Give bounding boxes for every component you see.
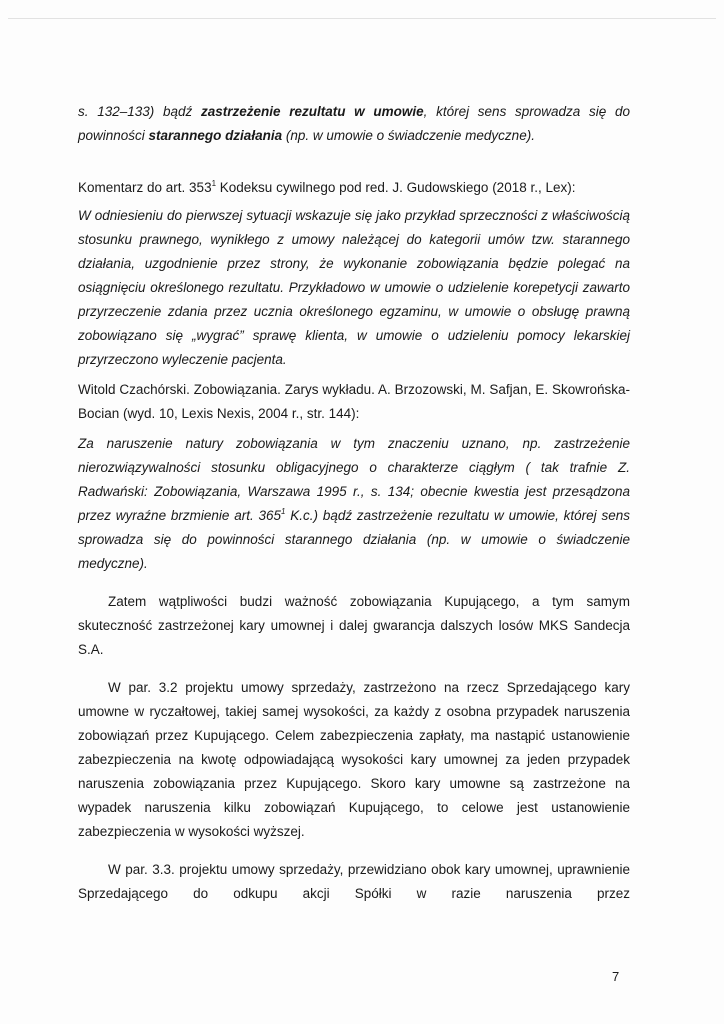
bold-phrase: starannego działania	[148, 128, 283, 143]
czachorski-quote-paragraph	[78, 432, 630, 576]
citation-source-commentary	[78, 176, 630, 200]
superscript: 1	[281, 506, 286, 516]
commentary-quote-paragraph: W odniesieniu do pierwszej sytuacji wskazuje się jako przykład sprzeczności z właściwością stosunku prawnego, wynikłego z umowy należącej do kategorii umów tzw. starannego działania, uzgodnienie przez strony, że wykonanie zobowiązania będzie polegać na osiągnięciu określonego rezultatu. Przykładowo w umowie o udzielenie korepetycji zawarto przyrzeczenie zdania przez ucznia określonego egzaminu, w umowie o obsługę prawną zobowiązano się „wygrać” sprawę klienta, w umowie o udzieleniu pomocy lekarskiej przyrzeczono wyleczenie pacjenta.	[78, 208, 630, 367]
scan-edge-line	[8, 18, 716, 19]
quote-text: s. 132–133) bądź	[78, 104, 201, 119]
citation-text: Kodeksu cywilnego pod red. J. Gudowskiego (2018 r., Lex):	[216, 180, 576, 195]
body-paragraph: W par. 3.3. projektu umowy sprzedaży, przewidziano obok kary umownej, uprawnienie Sprzedającego do odkupu akcji Spółki w razie naruszenia przez	[78, 862, 630, 901]
citation-source-czachorski: Witold Czachórski. Zobowiązania. Zarys wykładu. A. Brzozowski, M. Safjan, E. Skowrońska-Bocian (wyd. 10, Lexis Nexis, 2004 r., str. 144):	[78, 382, 630, 421]
quote-text: Za naruszenie natury zobowiązania w tym znaczeniu uznano, np. zastrzeżenie nierozwiązywalności stosunku obligacyjnego o charakterze ciągłym ( tak trafnie Z. Radwański: Zobowiązania, Warszawa 1995 r., s. 134; obecnie kwestia jest przesądzona przez wyraźne brzmienie art. 365	[78, 436, 630, 523]
body-paragraph: W par. 3.2 projektu umowy sprzedaży, zastrzeżono na rzecz Sprzedającego kary umowne w ryczałtowej, takiej samej wysokości, za każdy z osobna przypadek naruszenia zobowiązań przez Kupującego. Celem zabezpieczenia zapłaty, ma nastąpić ustanowienie zabezpieczenia na kwotę odpowiadającą wysokości kary umownej za jeden przypadek naruszenia zobowiązania przez Kupującego. Skoro kary umowne są zastrzeżone na wypadek naruszenia kilku zobowiązań Kupującego, to celowe jest ustanowienie zabezpieczenia w wysokości wyższej.	[78, 680, 630, 839]
page-number: 7	[612, 969, 620, 984]
document-body	[78, 100, 630, 906]
citation-text: Komentarz do art. 353	[78, 180, 212, 195]
quote-text: K.c.) bądź zastrzeżenie rezultatu w umowie, której sens sprowadza się do powinności starannego działania (np. w umowie o świadczenie medyczne).	[78, 508, 630, 571]
body-paragraph: Zatem wątpliwości budzi ważność zobowiązania Kupującego, a tym samym skuteczność zastrzeżonej kary umownej i dalej gwarancja dalszych losów MKS Sandecja S.A.	[78, 594, 630, 657]
superscript: 1	[211, 178, 217, 188]
quote-text: , której sens sprowadza się do powinności	[78, 104, 630, 143]
quote-continuation-paragraph	[78, 100, 630, 148]
quote-text: (np. w umowie o świadczenie medyczne).	[282, 128, 535, 143]
bold-phrase: zastrzeżenie rezultatu w umowie	[200, 104, 424, 119]
